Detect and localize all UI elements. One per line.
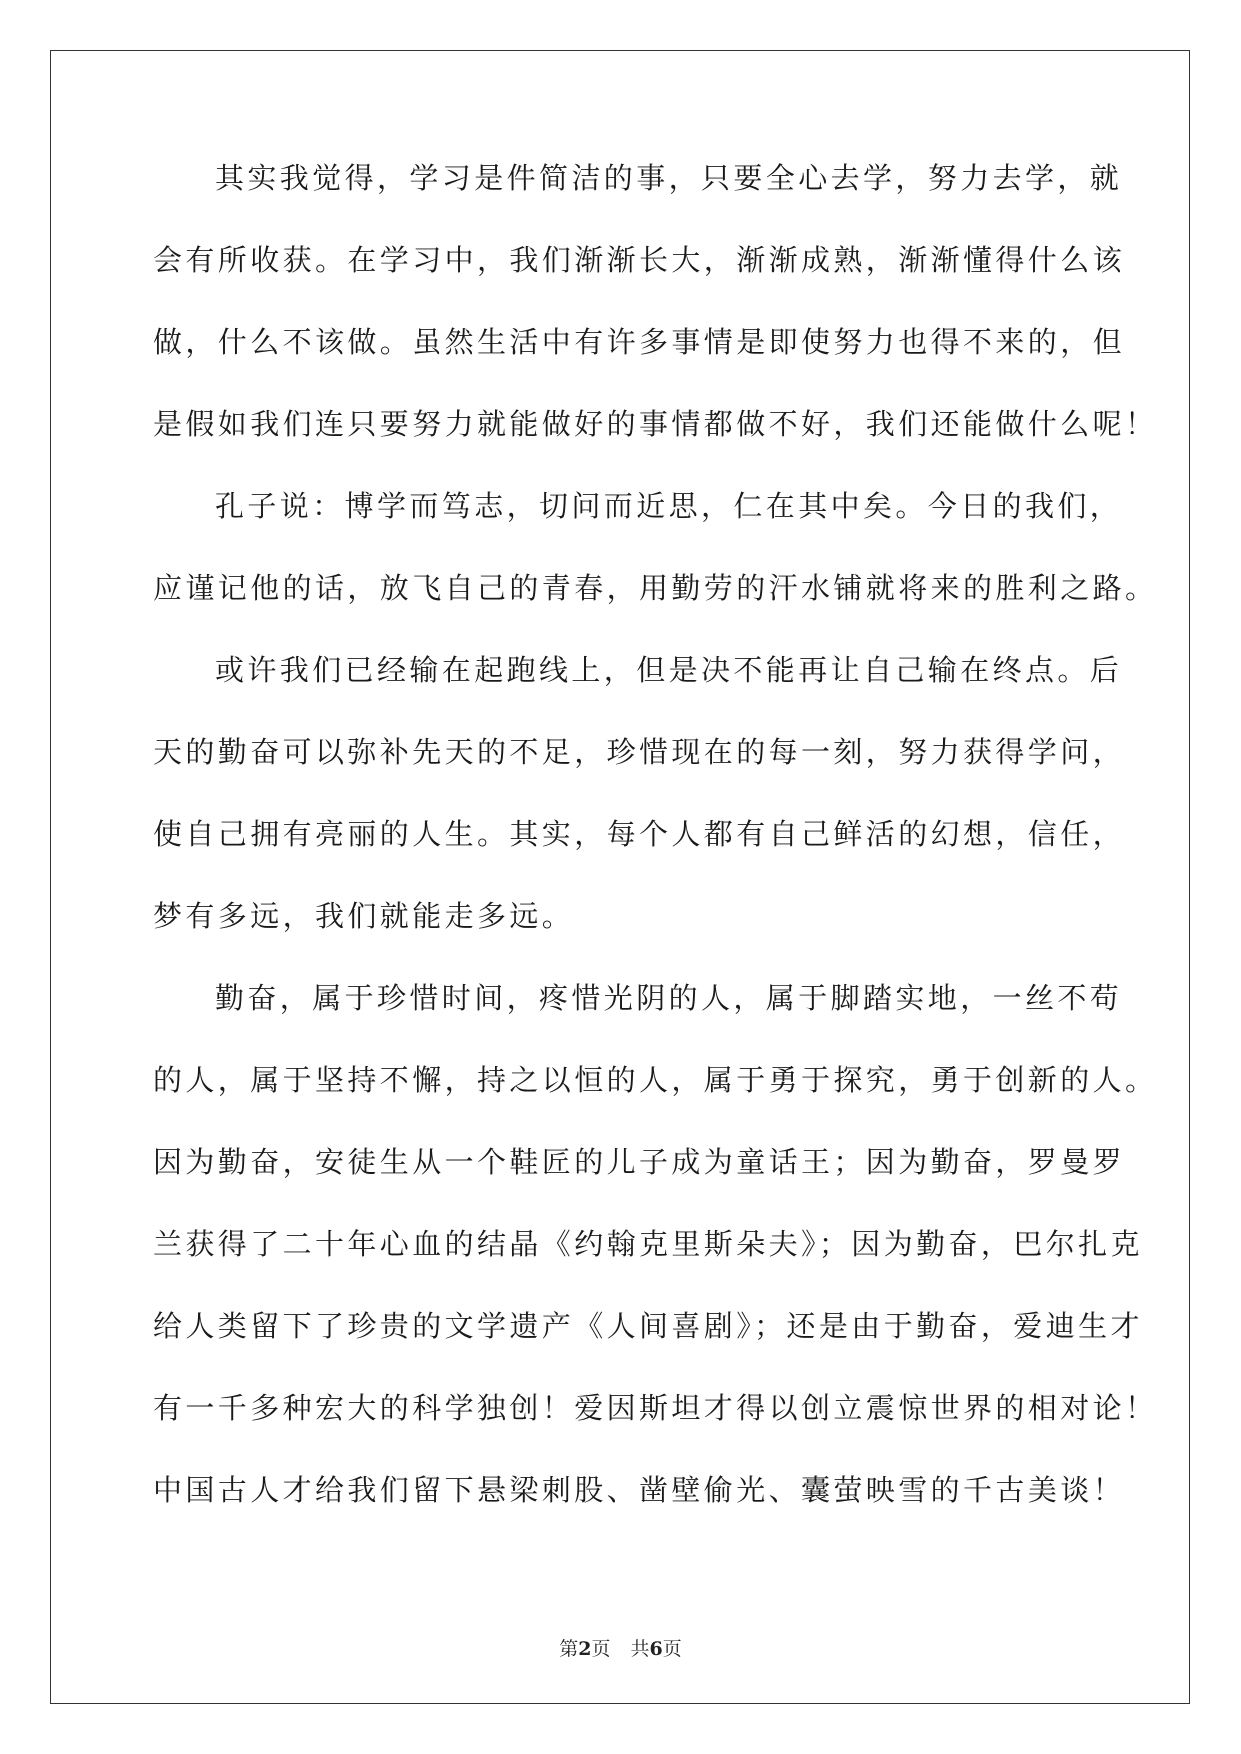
text-line: 因为勤奋，安徒生从一个鞋匠的儿子成为童话王；因为勤奋，罗曼罗 (153, 1145, 1126, 1179)
page-current: 2 (578, 1638, 592, 1660)
text-line: 应谨记他的话，放飞自己的青春，用勤劳的汗水铺就将来的胜利之路。 (153, 571, 1158, 605)
page-footer (0, 1634, 1241, 1661)
text-line: 孔子说：博学而笃志，切问而近思，仁在其中矣。今日的我们， (215, 489, 1123, 523)
text-line: 天的勤奋可以弥补先天的不足，珍惜现在的每一刻，努力获得学问， (153, 735, 1126, 769)
text-line: 做，什么不该做。虽然生活中有许多事情是即使努力也得不来的，但 (153, 325, 1126, 359)
text-line: 的人，属于坚持不懈，持之以恒的人，属于勇于探究，勇于创新的人。 (153, 1063, 1158, 1097)
total-suffix: 页 (662, 1638, 682, 1660)
text-line: 兰获得了二十年心血的结晶《约翰克里斯朵夫》；因为勤奋，巴尔扎克 (153, 1227, 1143, 1261)
document-body (153, 161, 1158, 1557)
text-line: 其实我觉得，学习是件简洁的事，只要全心去学，努力去学，就 (215, 161, 1123, 195)
text-line: 勤奋，属于珍惜时间，疼惜光阴的人，属于脚踏实地，一丝不苟 (215, 981, 1123, 1015)
page-suffix: 页 (591, 1638, 611, 1660)
text-line: 梦有多远，我们就能走多远。 (153, 899, 575, 933)
text-line: 使自己拥有亮丽的人生。其实，每个人都有自己鲜活的幻想，信任， (153, 817, 1126, 851)
text-line: 会有所收获。在学习中，我们渐渐长大，渐渐成熟，渐渐懂得什么该 (153, 243, 1126, 277)
page-total: 6 (649, 1638, 663, 1660)
text-line: 或许我们已经输在起跑线上，但是决不能再让自己输在终点。后 (215, 653, 1123, 687)
total-prefix: 共 (630, 1638, 650, 1660)
page-prefix: 第 (559, 1638, 579, 1660)
text-line: 中国古人才给我们留下悬梁刺股、凿壁偷光、囊萤映雪的千古美谈！ (153, 1473, 1126, 1507)
text-line: 有一千多种宏大的科学独创！爱因斯坦才得以创立震惊世界的相对论！ (153, 1391, 1158, 1425)
text-line: 给人类留下了珍贵的文学遗产《人间喜剧》；还是由于勤奋，爱迪生才 (153, 1309, 1143, 1343)
text-line: 是假如我们连只要努力就能做好的事情都做不好，我们还能做什么呢！ (153, 407, 1158, 441)
